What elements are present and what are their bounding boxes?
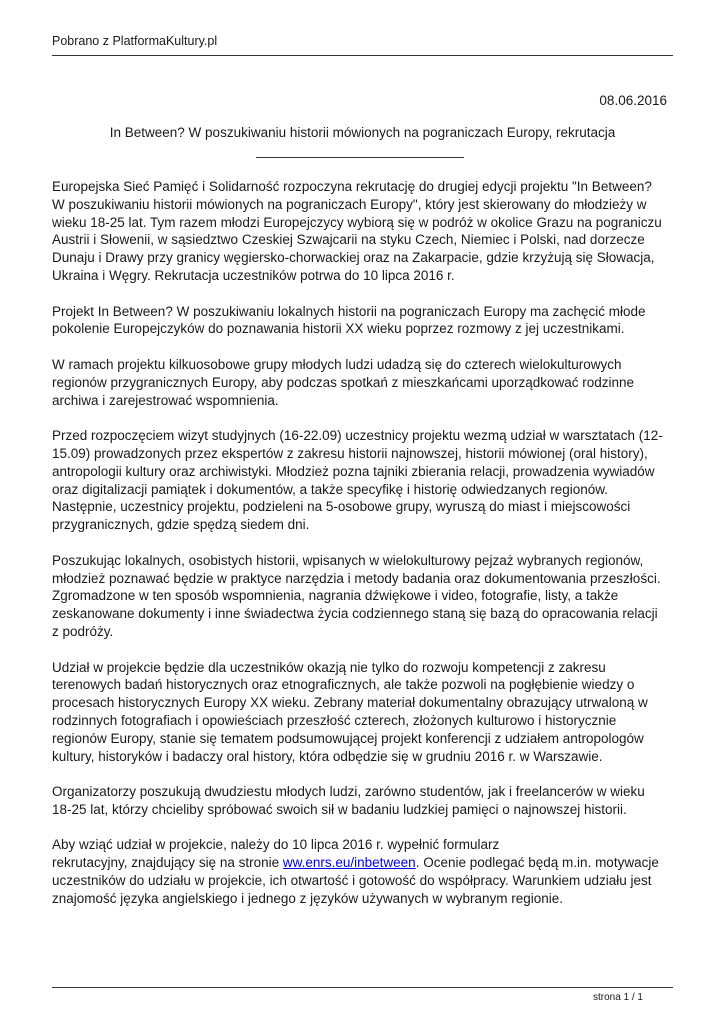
- paragraph-groups: W ramach projektu kilkuosobowe grupy młodych ludzi udadzą się do czterech wielokulturowych regionów przygranicznych Europy, aby podczas spotkań z mieszkańcami uporządkować rodzinne archiwa i zarejestrować wspomnienia.: [52, 356, 635, 408]
- page-number: strona 1 / 1: [592, 992, 643, 1003]
- article-body: [52, 178, 667, 925]
- paragraph-workshops: Przed rozpoczęciem wizyt studyjnych (16-22.09) uczestnicy projektu wezmą udział w warsztatach (12-15.09) prowadzonych przez ekspertów z zakresu historii najnowszej, historii mówionej (oral history), antropologii kultury oraz archiwistyki. Młodzież pozna tajniki zbierania relacji, prowadzenia wywiadów oraz digitalizacji pamiątek i dokumentów, a także specyfikę i historię odwiedzanych regionów. Następnie, uczestnicy projektu, podzieleni na 5-osobowe grupy, wyruszą do miast i miejscowości przygranicznych, gdzie spędzą siedem dni.: [52, 428, 663, 533]
- paragraph-local-histories: Poszukując lokalnych, osobistych historii, wpisanych w wielokulturowy pejzaż wybranych regionów, młodzież poznawać będzie w praktyce narzędzia i metody badania oraz dokumentowania przeszłości. Zgromadzone w ten sposób wspomnienia, nagrania dźwiękowe i video, fotografie, listy, a także zeskanowane dokumenty i inne świadectwa życia codziennego staną się bazą do opracowania relacji z podróży.: [52, 552, 661, 639]
- paragraph-participation: Udział w projekcie będzie dla uczestników okazją nie tylko do rozwoju kompetencji z zakresu terenowych badań historycznych oraz etnograficznych, ale także pozwoli na pogłębienie wiedzy o procesach historycznych Europy XX wieku. Zebrany materiał dokumentalny obrazujący utrwaloną w rodzinnych fotografiach i opowieściach przeszłość czterech, złożonych kulturowo i historycznie regionów Europy, stanie się tematem podsumowującej projekt konferencji z udziałem antropologów kultury, historyków i badaczy oral history, która odbędzie się w grudniu 2016 r. w Warszawie.: [52, 659, 648, 764]
- header-divider: [52, 55, 673, 56]
- paragraph-organizers: Organizatorzy poszukują dwudziestu młodych ludzi, zarówno studentów, jak i freelancerów w wieku 18-25 lat, którzy chcieliby spróbować swoich sił w badaniu ludzkiej pamięci o najnowszej historii.: [52, 784, 645, 817]
- title-underline: [256, 157, 464, 158]
- paragraph-application: [52, 836, 667, 907]
- application-line1: Aby wziąć udział w projekcie, należy do 10 lipca 2016 r. wypełnić formularz: [52, 837, 500, 853]
- article-title: In Between? W poszukiwaniu historii mówionych na pograniczach Europy, rekrutacja: [109, 125, 616, 140]
- article-date: 08.06.2016: [599, 93, 667, 108]
- source-header: Pobrano z PlatformaKultury.pl: [52, 34, 218, 48]
- paragraph-intro: Europejska Sieć Pamięć i Solidarność rozpoczyna rekrutację do drugiej edycji projektu "In Between? W poszukiwaniu historii mówionych na pograniczach Europy", który jest skierowany do młodzieży w wieku 18-25 lat. Tym razem młodzi Europejczycy wybiorą się w podróż w okolice Grazu na pograniczu Austrii i Słowenii, w sąsiedztwo Czeskiej Szwajcarii na styku Czech, Niemiec i Polski, nad dorzecze Dunaju i Drawy przy granicy węgiersko-chorwackiej oraz na Zakarpacie, gdzie krzyżują się Słowacja, Ukraina i Węgry. Rekrutacja uczestników potrwa do 10 lipca 2016 r.: [52, 179, 662, 283]
- paragraph-project-aim: Projekt In Between? W poszukiwaniu lokalnych historii na pograniczach Europy ma zachęcić młode pokolenie Europejczyków do poznawania historii XX wieku poprzez rozmowy z jej uczestnikami.: [52, 303, 646, 337]
- application-before-link: rekrutacyjny, znajdujący się na stronie: [52, 855, 283, 871]
- footer-divider: [52, 987, 673, 988]
- application-after-link: . Ocenie podlegać będą m.in. motywacje uczestników do udziału w projekcie, ich otwartość i gotowość do współpracy. Warunkiem udziału jest znajomość języka angielskiego i jednego z języków używanych w wybranym regionie.: [52, 855, 659, 906]
- enrs-link[interactable]: ww.enrs.eu/inbetween: [282, 855, 416, 871]
